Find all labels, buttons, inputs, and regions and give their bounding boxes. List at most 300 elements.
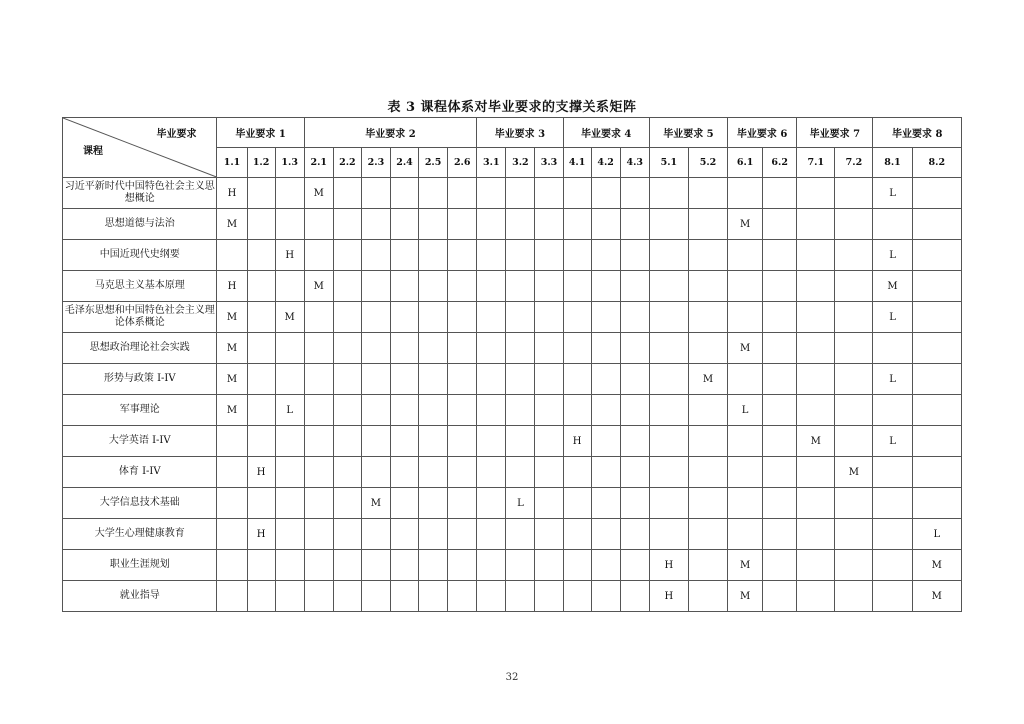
support-level-cell: M [304,178,333,209]
course-name-cell: 思想道德与法治 [63,209,217,240]
support-level-cell [477,209,506,240]
support-level-cell [333,581,361,612]
support-level-cell [477,333,506,364]
support-level-cell [912,395,961,426]
support-level-cell [763,271,797,302]
support-level-cell [247,178,275,209]
support-level-cell [620,240,649,271]
support-level-cell [361,519,390,550]
support-level-cell [275,457,304,488]
support-level-cell [535,333,563,364]
support-level-cell [835,333,873,364]
course-name-cell: 中国近现代史纲要 [63,240,217,271]
support-level-cell [688,240,727,271]
course-name-cell: 毛泽东思想和中国特色社会主义理论体系概论 [63,302,217,333]
support-level-cell [649,426,688,457]
support-level-cell [448,519,477,550]
support-level-cell [688,395,727,426]
support-level-cell [797,364,835,395]
support-level-cell: L [506,488,535,519]
support-level-cell [591,240,620,271]
support-level-cell [419,302,448,333]
support-level-cell [477,302,506,333]
support-level-cell [835,581,873,612]
support-level-cell [620,302,649,333]
support-level-cell: H [649,550,688,581]
support-level-cell [763,302,797,333]
support-level-cell [275,209,304,240]
support-level-cell: M [217,333,247,364]
support-level-cell [390,550,418,581]
support-level-cell [591,581,620,612]
support-level-cell [506,457,535,488]
table-row [63,209,962,240]
table-row [63,395,962,426]
support-level-cell [835,240,873,271]
sub-requirement-header: 2.2 [333,148,361,178]
support-level-cell [506,519,535,550]
support-level-cell [247,581,275,612]
support-level-cell [247,488,275,519]
support-level-cell [649,271,688,302]
support-level-cell [535,519,563,550]
support-level-cell [591,457,620,488]
support-level-cell [797,333,835,364]
support-level-cell [728,240,763,271]
support-level-cell [448,457,477,488]
support-level-cell [535,240,563,271]
sub-requirement-header: 3.1 [477,148,506,178]
support-level-cell [797,240,835,271]
support-level-cell [535,457,563,488]
sub-requirement-header: 2.3 [361,148,390,178]
support-level-cell [797,178,835,209]
support-level-cell [361,209,390,240]
table-row [63,457,962,488]
support-level-cell [361,395,390,426]
support-level-cell [591,178,620,209]
support-level-cell [535,426,563,457]
support-level-cell [304,581,333,612]
course-name-cell: 马克思主义基本原理 [63,271,217,302]
sub-requirement-header: 4.1 [563,148,591,178]
sub-requirement-header: 7.2 [835,148,873,178]
support-level-cell [477,395,506,426]
support-level-cell [304,240,333,271]
support-level-cell [477,488,506,519]
support-level-cell [873,333,912,364]
support-level-cell [419,364,448,395]
support-level-cell [649,209,688,240]
support-level-cell [563,209,591,240]
support-level-cell: M [217,209,247,240]
support-level-cell [797,519,835,550]
support-level-cell: L [873,240,912,271]
support-level-cell [620,519,649,550]
course-name-cell: 大学生心理健康教育 [63,519,217,550]
support-level-cell: M [728,550,763,581]
support-level-cell [620,364,649,395]
support-level-cell [333,302,361,333]
support-level-cell: H [275,240,304,271]
support-level-cell [390,333,418,364]
support-level-cell [506,240,535,271]
support-level-cell [649,519,688,550]
support-level-cell [591,209,620,240]
support-level-cell: M [835,457,873,488]
support-level-cell [688,519,727,550]
support-level-cell [247,333,275,364]
support-level-cell [390,519,418,550]
support-level-cell: M [728,581,763,612]
support-level-cell [275,178,304,209]
support-level-cell [506,302,535,333]
support-level-cell [506,178,535,209]
sub-requirement-header: 5.1 [649,148,688,178]
support-level-cell [535,302,563,333]
support-level-cell [535,364,563,395]
support-level-cell [688,457,727,488]
support-level-cell [912,271,961,302]
support-level-cell [506,209,535,240]
support-level-cell [333,209,361,240]
support-level-cell [763,457,797,488]
support-level-cell [390,457,418,488]
table-row [63,302,962,333]
sub-requirement-header: 4.3 [620,148,649,178]
support-level-cell [763,240,797,271]
support-level-cell: H [247,519,275,550]
support-level-cell [361,364,390,395]
course-name-cell: 军事理论 [63,395,217,426]
support-level-cell [620,395,649,426]
support-level-cell [419,426,448,457]
support-level-cell [591,488,620,519]
support-level-cell [620,178,649,209]
support-level-cell [390,364,418,395]
support-level-cell [835,488,873,519]
support-level-cell [763,519,797,550]
support-level-cell [873,395,912,426]
sub-requirement-header: 8.1 [873,148,912,178]
support-level-cell [247,395,275,426]
sub-requirement-header: 2.5 [419,148,448,178]
support-level-cell [448,333,477,364]
support-level-cell [873,488,912,519]
support-level-cell [448,395,477,426]
support-level-cell [563,333,591,364]
corner-label-course: 课程 [83,146,103,157]
support-level-cell [217,581,247,612]
support-level-cell [649,178,688,209]
support-level-cell [873,519,912,550]
support-level-cell [763,364,797,395]
support-level-cell [390,426,418,457]
support-level-cell [620,457,649,488]
support-level-cell [419,581,448,612]
sub-requirement-header: 1.3 [275,148,304,178]
support-level-cell [477,581,506,612]
support-level-cell [419,395,448,426]
support-level-cell [304,550,333,581]
support-level-cell [275,426,304,457]
support-level-cell [247,364,275,395]
support-level-cell [912,364,961,395]
support-level-cell [763,178,797,209]
support-level-cell [563,488,591,519]
support-level-cell [448,364,477,395]
support-level-cell: M [873,271,912,302]
support-level-cell [506,550,535,581]
support-level-cell [390,581,418,612]
requirement-group-header: 毕业要求 5 [649,118,727,148]
support-level-cell [275,333,304,364]
support-level-cell [333,271,361,302]
support-level-cell [304,457,333,488]
support-level-cell [649,240,688,271]
support-level-cell [563,550,591,581]
table-row [63,426,962,457]
support-level-cell [649,395,688,426]
sub-requirement-header: 6.2 [763,148,797,178]
support-level-cell: L [728,395,763,426]
support-level-cell [873,581,912,612]
header-corner-cell [63,118,217,178]
support-matrix-table [62,117,962,612]
support-level-cell: H [563,426,591,457]
support-level-cell [477,519,506,550]
support-level-cell [304,302,333,333]
support-level-cell [591,426,620,457]
support-level-cell [275,519,304,550]
support-level-cell [763,550,797,581]
support-level-cell [448,581,477,612]
support-level-cell [333,240,361,271]
support-level-cell [333,364,361,395]
support-level-cell [304,395,333,426]
support-level-cell: H [217,271,247,302]
support-level-cell [912,457,961,488]
support-level-cell [835,519,873,550]
support-level-cell [688,426,727,457]
requirement-group-header: 毕业要求 8 [873,118,962,148]
support-level-cell [797,457,835,488]
course-name-cell: 就业指导 [63,581,217,612]
course-name-cell: 大学信息技术基础 [63,488,217,519]
support-level-cell [620,271,649,302]
page-number: 32 [505,672,519,683]
support-level-cell [728,364,763,395]
support-level-cell [873,457,912,488]
support-level-cell [591,519,620,550]
support-level-cell [361,457,390,488]
support-level-cell [835,178,873,209]
support-level-cell [535,550,563,581]
support-level-cell [797,271,835,302]
support-level-cell [763,581,797,612]
support-level-cell [448,302,477,333]
support-level-cell [728,178,763,209]
support-level-cell [649,364,688,395]
support-level-cell: M [912,550,961,581]
table-row [63,271,962,302]
support-level-cell [448,209,477,240]
support-level-cell [419,333,448,364]
requirement-group-header: 毕业要求 1 [217,118,304,148]
table-row [63,333,962,364]
support-level-cell [835,271,873,302]
support-level-cell [477,457,506,488]
support-level-cell [591,271,620,302]
support-level-cell [361,426,390,457]
support-level-cell [390,488,418,519]
support-level-cell [333,426,361,457]
support-level-cell [591,364,620,395]
support-level-cell: M [275,302,304,333]
support-level-cell [275,550,304,581]
support-level-cell: M [217,364,247,395]
table-row [63,519,962,550]
support-level-cell [620,581,649,612]
support-level-cell [361,333,390,364]
support-level-cell [333,395,361,426]
support-level-cell [763,209,797,240]
support-level-cell [304,426,333,457]
support-level-cell [649,302,688,333]
support-level-cell [797,488,835,519]
sub-requirement-header: 1.1 [217,148,247,178]
support-level-cell [419,488,448,519]
support-level-cell: L [275,395,304,426]
support-level-cell [728,457,763,488]
support-level-cell [835,209,873,240]
support-level-cell [247,550,275,581]
table-row [63,240,962,271]
table-title: 表 3 课程体系对毕业要求的支撑关系矩阵 [387,100,637,115]
sub-requirement-header: 7.1 [797,148,835,178]
support-level-cell [275,488,304,519]
support-level-cell [620,333,649,364]
course-name-cell: 思想政治理论社会实践 [63,333,217,364]
support-level-cell [873,550,912,581]
requirement-group-header: 毕业要求 7 [797,118,873,148]
support-level-cell [448,271,477,302]
support-level-cell [763,333,797,364]
support-level-cell [304,333,333,364]
sub-requirement-header: 8.2 [912,148,961,178]
support-level-cell [477,550,506,581]
support-level-cell: H [649,581,688,612]
table-row [63,488,962,519]
support-level-cell [873,209,912,240]
support-level-cell [304,364,333,395]
support-level-cell [217,488,247,519]
corner-label-requirement: 毕业要求 [156,129,197,140]
support-level-cell [620,426,649,457]
support-level-cell [763,395,797,426]
support-level-cell [361,271,390,302]
support-level-cell [535,178,563,209]
support-level-cell [448,488,477,519]
support-level-cell [419,240,448,271]
sub-requirement-header: 1.2 [247,148,275,178]
support-level-cell [390,240,418,271]
support-level-cell: M [217,395,247,426]
support-level-cell: L [873,178,912,209]
support-level-cell [304,519,333,550]
support-level-cell [912,240,961,271]
sub-requirement-header: 2.1 [304,148,333,178]
support-level-cell [728,271,763,302]
support-level-cell [763,426,797,457]
support-level-cell [448,178,477,209]
support-level-cell [419,519,448,550]
support-level-cell [390,178,418,209]
support-level-cell [333,488,361,519]
support-level-cell [591,333,620,364]
support-level-cell [217,550,247,581]
support-level-cell [361,302,390,333]
support-level-cell [333,457,361,488]
course-name-cell: 习近平新时代中国特色社会主义思想概论 [63,178,217,209]
sub-requirement-header: 4.2 [591,148,620,178]
support-level-cell [728,426,763,457]
support-level-cell [390,302,418,333]
support-level-cell [688,333,727,364]
support-level-cell: M [797,426,835,457]
support-level-cell: L [873,364,912,395]
support-level-cell [797,302,835,333]
support-level-cell [591,395,620,426]
support-level-cell [506,426,535,457]
support-level-cell [563,581,591,612]
support-level-cell: L [873,302,912,333]
support-level-cell [448,426,477,457]
requirement-group-header: 毕业要求 3 [477,118,563,148]
support-level-cell [563,519,591,550]
support-level-cell [247,426,275,457]
support-level-cell [649,488,688,519]
support-level-cell [688,550,727,581]
support-level-cell [247,209,275,240]
course-name-cell: 职业生涯规划 [63,550,217,581]
support-level-cell [563,178,591,209]
support-level-cell [217,240,247,271]
course-name-cell: 大学英语 I-IV [63,426,217,457]
support-level-cell: H [217,178,247,209]
support-level-cell [506,395,535,426]
sub-requirement-header: 3.3 [535,148,563,178]
support-level-cell [535,581,563,612]
support-level-cell [361,240,390,271]
support-level-cell [419,271,448,302]
support-level-cell [477,364,506,395]
support-level-cell [591,550,620,581]
support-level-cell: H [247,457,275,488]
support-level-cell: M [304,271,333,302]
support-level-cell [361,178,390,209]
support-level-cell [688,209,727,240]
support-level-cell [217,519,247,550]
support-level-cell: M [728,333,763,364]
support-level-cell [912,488,961,519]
support-level-cell [448,240,477,271]
support-level-cell [797,395,835,426]
support-level-cell [535,488,563,519]
support-level-cell [535,271,563,302]
support-level-cell [835,302,873,333]
support-level-cell [535,395,563,426]
